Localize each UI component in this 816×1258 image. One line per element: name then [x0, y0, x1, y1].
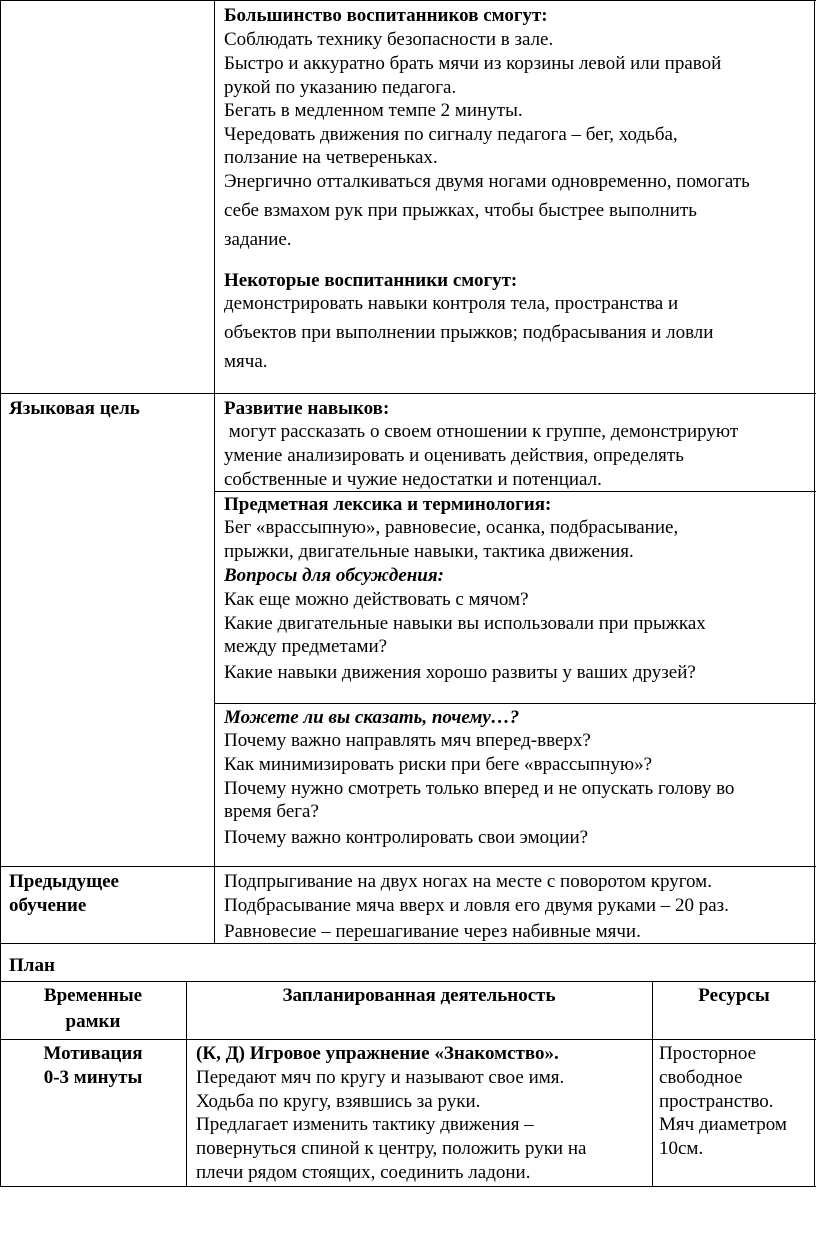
outcome-some-line: демонстрировать навыки контроля тела, пространства и [224, 293, 679, 314]
border-col-divider [214, 0, 215, 943]
plan-row1-resource-line: свободное [659, 1067, 743, 1088]
outcome-line: ползание на четвереньках. [224, 147, 438, 168]
plan-row1-activity-heading: (К, Д) Игровое упражнение «Знакомство». [196, 1043, 559, 1064]
plan-col-time-header: рамки [65, 1011, 121, 1032]
outcome-line: Энергично отталкиваться двумя ногами одновременно, помогать [224, 171, 750, 192]
plan-row1-activity-line: повернуться спиной к центру, положить руки на [196, 1138, 587, 1159]
outcome-line: Чередовать движения по сигналу педагога – бег, ходьба, [224, 124, 678, 145]
question-line: Какие навыки движения хорошо развиты у ваших друзей? [224, 662, 696, 683]
skills-heading: Развитие навыков: [224, 398, 390, 419]
plan-row1-time: Мотивация [43, 1043, 143, 1064]
outcome-line: задание. [224, 229, 292, 250]
vocab-line: прыжки, двигательные навыки, тактика движения. [224, 541, 634, 562]
plan-row1-time: 0-3 минуты [43, 1067, 143, 1088]
language-goal-label: Языковая цель [9, 398, 140, 419]
why-heading: Можете ли вы сказать, почему…? [224, 707, 520, 728]
prior-learning-label: обучение [9, 895, 87, 916]
skills-line: умение анализировать и оценивать действия, определять [224, 445, 684, 466]
outcome-line: Быстро и аккуратно брать мячи из корзины левой или правой [224, 53, 722, 74]
outcome-line: себе взмахом рук при прыжках, чтобы быстрее выполнить [224, 200, 697, 221]
plan-row1-activity-line: плечи рядом стоящих, соединить ладони. [196, 1162, 531, 1183]
border-row-prior [0, 866, 816, 867]
border-right [814, 0, 815, 1187]
plan-row1-activity-line: Ходьба по кругу, взявшись за руки. [196, 1091, 481, 1112]
prior-learning-line: Подпрыгивание на двух ногах на месте с поворотом кругом. [224, 871, 712, 892]
plan-col-time-header: Временные [43, 985, 143, 1006]
skills-line: могут рассказать о своем отношении к группе, демонстрируют [224, 421, 739, 442]
plan-row1-resource-line: пространство. [659, 1091, 774, 1112]
plan-row1-resource-line: Мяч диаметром [659, 1114, 787, 1135]
why-line: Как минимизировать риски при беге «врассыпную»? [224, 754, 653, 775]
border-bottom [0, 1186, 816, 1187]
question-line: Какие двигательные навыки вы использовали при прыжках [224, 613, 706, 634]
why-line: Почему важно контролировать свои эмоции? [224, 827, 589, 848]
border-why [214, 703, 816, 704]
prior-learning-label: Предыдущее [9, 871, 119, 892]
border-plan-row1 [0, 1039, 816, 1040]
outcome-line: Соблюдать технику безопасности в зале. [224, 29, 554, 50]
questions-heading: Вопросы для обсуждения: [224, 565, 444, 586]
plan-row1-resource-line: 10см. [659, 1138, 704, 1159]
border-plan-header [0, 981, 816, 982]
outcome-line: Бегать в медленном темпе 2 минуты. [224, 100, 523, 121]
border-plan-col1 [186, 981, 187, 1187]
question-line: между предметами? [224, 636, 388, 657]
plan-row1-resource-line: Просторное [659, 1043, 757, 1064]
plan-col-activity-header: Запланированная деятельность [282, 985, 556, 1006]
why-line: Почему нужно смотреть только вперед и не опускать голову во [224, 778, 735, 799]
question-line: Как еще можно действовать с мячом? [224, 589, 529, 610]
border-left [0, 0, 1, 1187]
plan-row1-activity-line: Передают мяч по кругу и называют свое имя. [196, 1067, 565, 1088]
border-row-language [0, 393, 816, 394]
outcome-line: рукой по указанию педагога. [224, 77, 457, 98]
why-line: Почему важно направлять мяч вперед-вверх? [224, 730, 591, 751]
prior-learning-line: Равновесие – перешагивание через набивные мячи. [224, 921, 641, 942]
why-line: время бега? [224, 801, 319, 822]
outcomes-heading-most: Большинство воспитанников смогут: [224, 5, 548, 26]
vocab-heading: Предметная лексика и терминология: [224, 494, 552, 515]
prior-learning-line: Подбрасывание мяча вверх и ловля его двумя руками – 20 раз. [224, 895, 729, 916]
outcome-some-line: объектов при выполнении прыжков; подбрасывания и ловли [224, 322, 714, 343]
skills-line: собственные и чужие недостатки и потенциал. [224, 469, 602, 490]
border-plan-col2 [652, 981, 653, 1187]
vocab-line: Бег «врассыпную», равновесие, осанка, подбрасывание, [224, 517, 679, 538]
border-top [0, 0, 816, 1]
outcomes-heading-some: Некоторые воспитанники смогут: [224, 270, 518, 291]
outcome-some-line: мяча. [224, 351, 268, 372]
plan-label: План [9, 955, 55, 976]
plan-col-resources-header: Ресурсы [698, 985, 770, 1006]
plan-row1-activity-line: Предлагает изменить тактику движения – [196, 1114, 534, 1135]
